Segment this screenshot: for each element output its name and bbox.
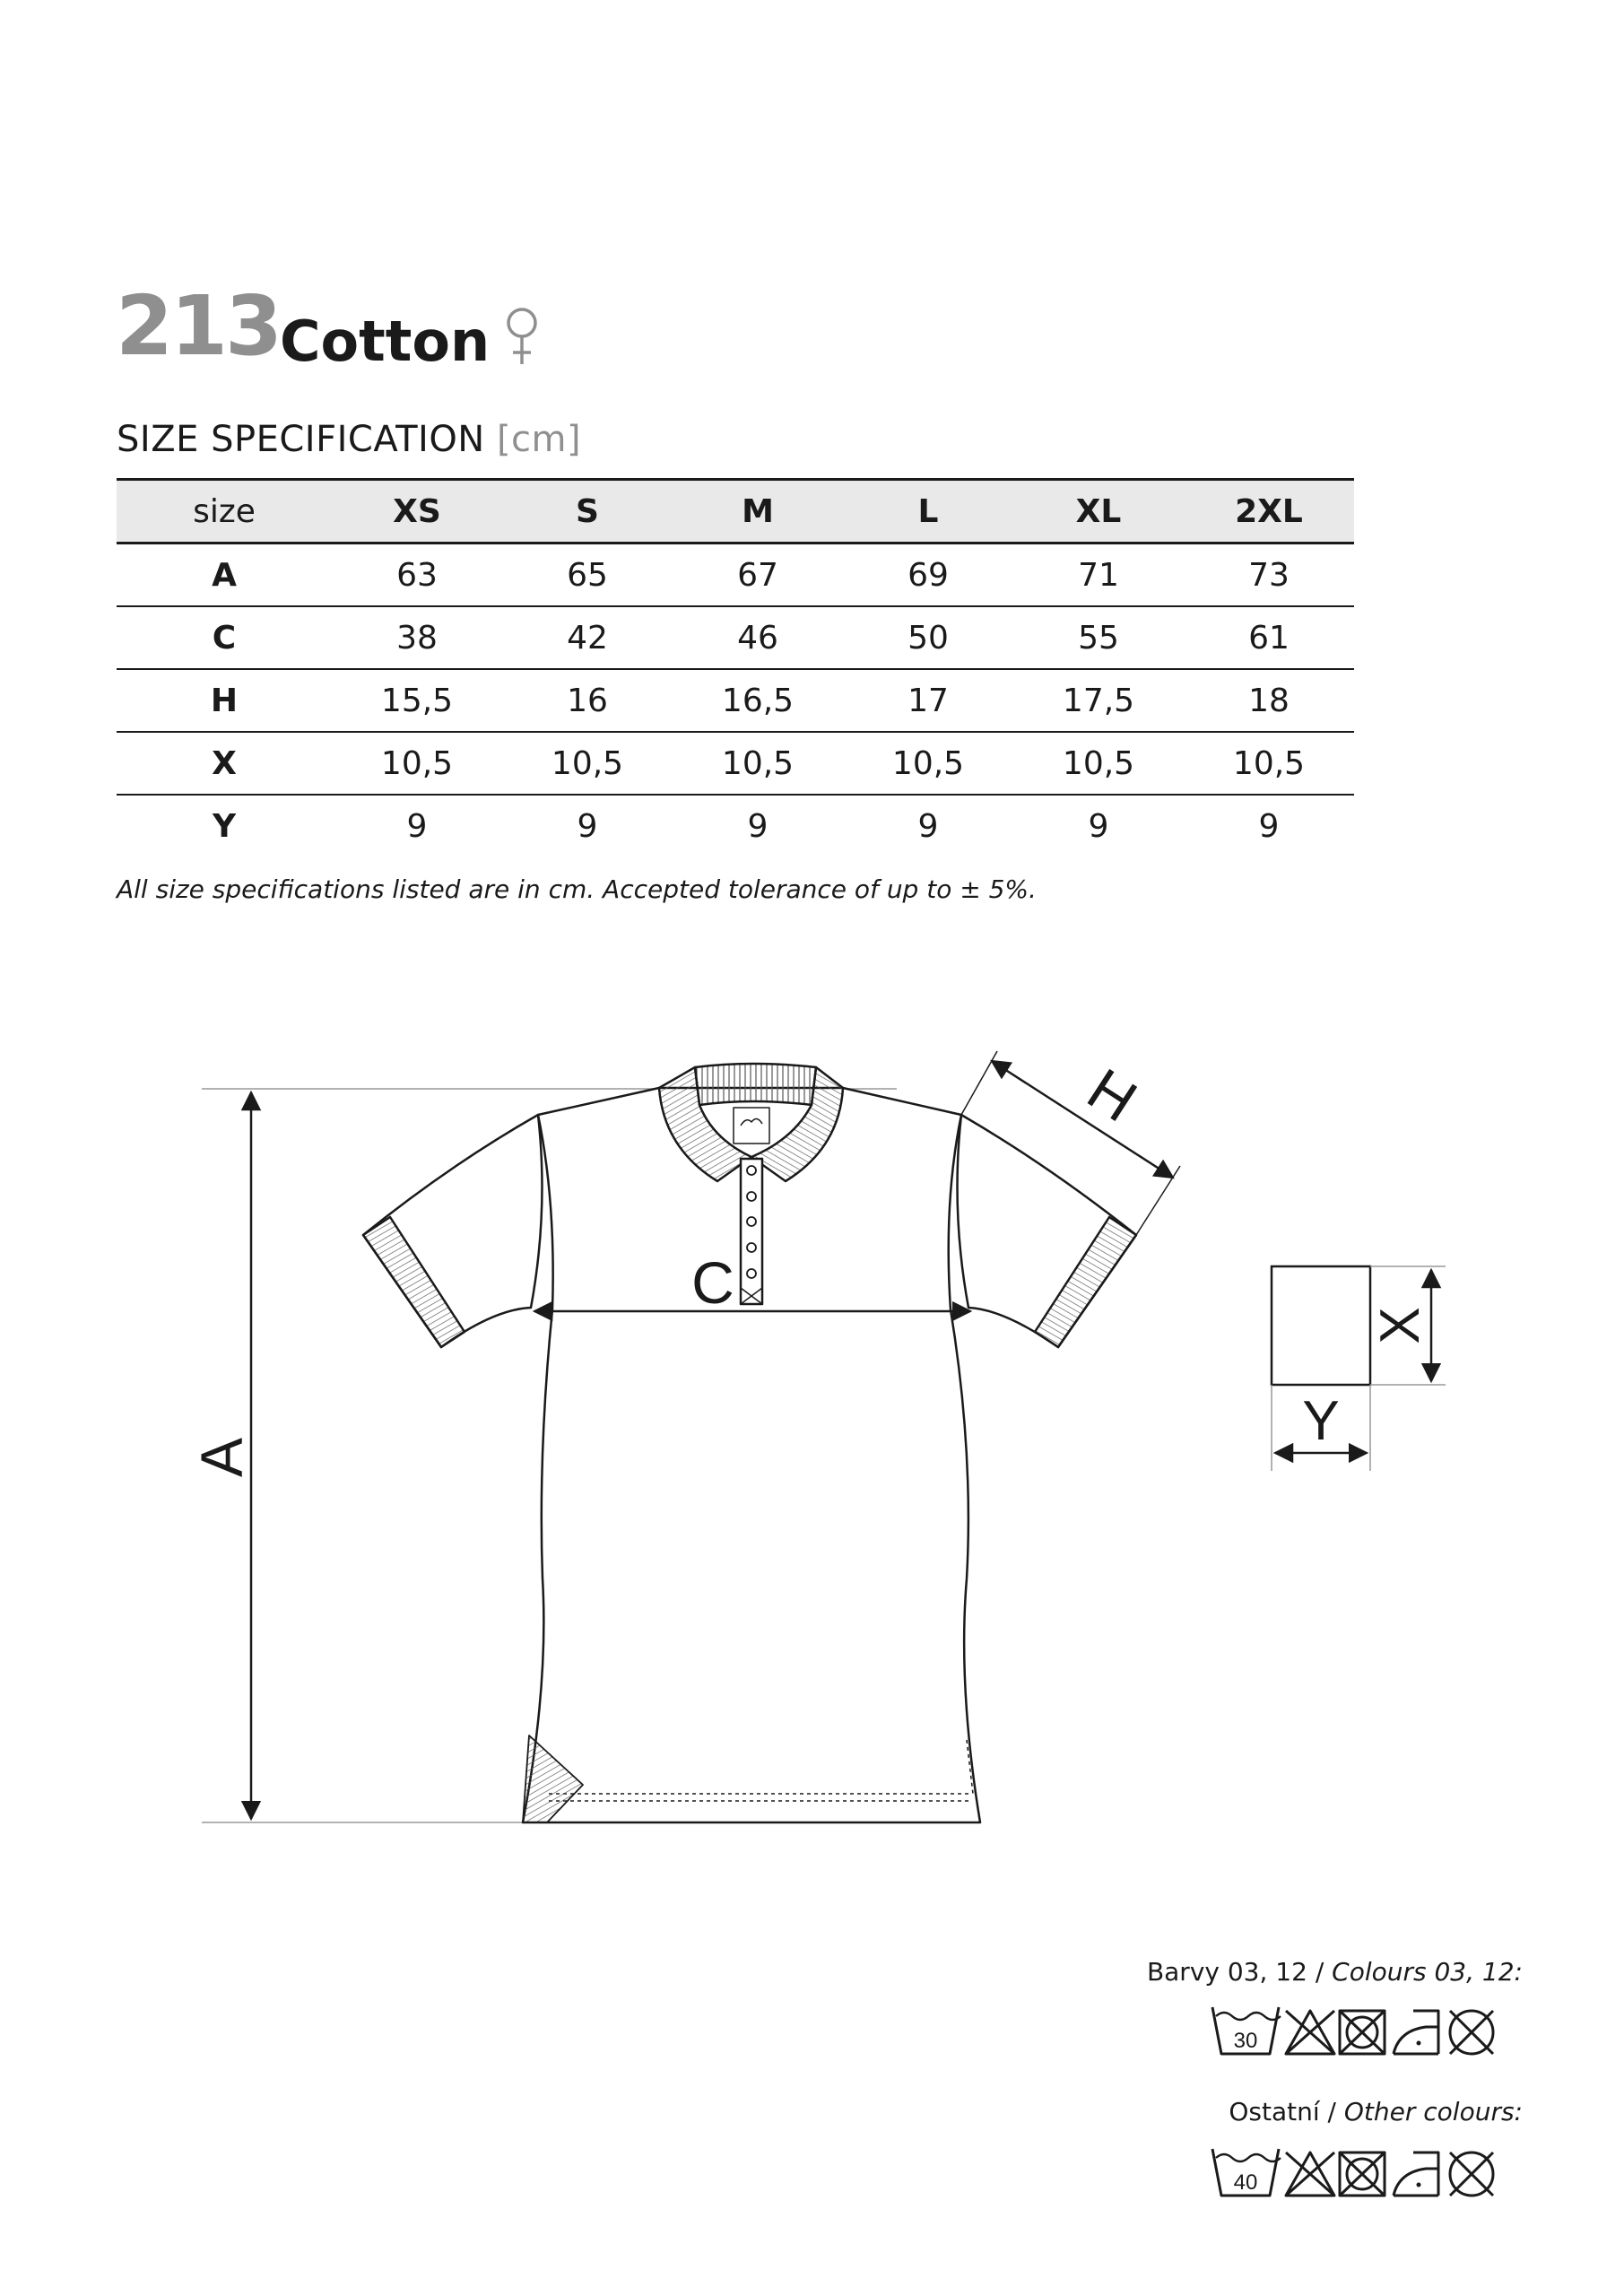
table-cell: 16 xyxy=(567,682,608,719)
care-label-group-1 xyxy=(1147,1957,1523,1987)
iron-low-icon xyxy=(1394,2011,1438,2054)
table-cell: 55 xyxy=(1078,619,1119,657)
dimension-Y-label: Y xyxy=(1302,1390,1340,1452)
table-cell: 10,5 xyxy=(891,744,965,782)
no-tumble-dry-icon xyxy=(1340,2011,1385,2054)
neck-label xyxy=(734,1108,769,1144)
care-icons-group-2 xyxy=(1212,2149,1493,2196)
table-cell: 63 xyxy=(396,556,438,594)
collar-back xyxy=(695,1064,816,1105)
no-bleach-icon xyxy=(1286,2152,1334,2196)
table-cell: 17,5 xyxy=(1062,682,1135,719)
table-cell: 73 xyxy=(1248,556,1290,594)
table-cell: 10,5 xyxy=(1232,744,1306,782)
dimension-H-extension xyxy=(961,1051,997,1115)
table-cell: 9 xyxy=(747,807,769,845)
wash-tub-icon xyxy=(1212,2007,1281,2054)
table-cell: 10,5 xyxy=(380,744,454,782)
table-cell: 42 xyxy=(567,619,608,657)
dimension-A-label: A xyxy=(188,1437,255,1478)
dimension-H-label: H xyxy=(1076,1055,1149,1135)
table-cell: 9 xyxy=(577,807,598,845)
no-tumble-dry-icon xyxy=(1340,2152,1385,2196)
care-label-en: Other colours: xyxy=(1343,2097,1523,2126)
size-header: XL xyxy=(1075,492,1122,530)
care-icons-group-1 xyxy=(1212,2007,1493,2054)
row-key: X xyxy=(212,744,237,782)
spec-heading-text: SIZE SPECIFICATION xyxy=(117,419,485,460)
table-cell: 67 xyxy=(737,556,778,594)
table-cell: 9 xyxy=(1258,807,1280,845)
table-cell: 46 xyxy=(737,619,778,657)
table-cell: 18 xyxy=(1248,682,1290,719)
care-label-cs: Ostatní / xyxy=(1229,2097,1336,2126)
row-key: C xyxy=(212,619,237,657)
button xyxy=(747,1217,756,1226)
button xyxy=(747,1166,756,1175)
no-dry-clean-icon xyxy=(1450,2011,1493,2054)
size-header: XS xyxy=(393,492,441,530)
table-cell: 10,5 xyxy=(551,744,624,782)
spec-unit: [cm] xyxy=(496,419,582,460)
size-header: S xyxy=(576,492,599,530)
table-cell: 38 xyxy=(396,619,438,657)
table-cell: 16,5 xyxy=(721,682,795,719)
care-label-en: Colours 03, 12: xyxy=(1332,1957,1523,1987)
size-header: 2XL xyxy=(1235,492,1303,530)
dimension-H-extension xyxy=(1136,1166,1180,1235)
row-key: A xyxy=(212,556,237,594)
button xyxy=(747,1243,756,1252)
size-header: L xyxy=(917,492,939,530)
table-cell: 50 xyxy=(908,619,949,657)
table-cell: 71 xyxy=(1078,556,1119,594)
product-number: 213 xyxy=(116,278,281,374)
care-label-cs: Barvy 03, 12 / xyxy=(1146,1957,1324,1987)
button xyxy=(747,1269,756,1278)
table-cell: 9 xyxy=(1088,807,1109,845)
size-header: M xyxy=(742,492,774,530)
dimension-C-label: C xyxy=(691,1249,734,1316)
table-cell: 69 xyxy=(908,556,949,594)
table-cell: 10,5 xyxy=(721,744,795,782)
wash-temperature-1: 30 xyxy=(1233,2029,1258,2053)
no-dry-clean-icon xyxy=(1450,2152,1493,2196)
button xyxy=(747,1192,756,1201)
table-cell: 17 xyxy=(908,682,949,719)
wash-tub-icon xyxy=(1212,2149,1281,2196)
wash-temperature-2: 40 xyxy=(1233,2170,1258,2195)
product-name: Cotton xyxy=(280,309,491,374)
table-cell: 10,5 xyxy=(1062,744,1135,782)
table-cell: 15,5 xyxy=(380,682,454,719)
iron-low-icon xyxy=(1394,2152,1438,2196)
dimension-X-label: X xyxy=(1369,1307,1431,1344)
care-label-group-2 xyxy=(1229,2097,1523,2126)
row-key: H xyxy=(210,682,239,719)
table-cell: 9 xyxy=(917,807,939,845)
table-cell: 65 xyxy=(567,556,608,594)
placket xyxy=(741,1159,762,1304)
table-cell: 61 xyxy=(1248,619,1290,657)
row-key: Y xyxy=(212,807,237,845)
no-bleach-icon xyxy=(1286,2011,1334,2054)
detail-rectangle xyxy=(1272,1266,1370,1385)
tolerance-note: All size specifications listed are in cm. Accepted tolerance of up to ± 5%. xyxy=(117,874,1037,904)
size-header-label: size xyxy=(193,492,256,530)
table-cell: 9 xyxy=(406,807,428,845)
